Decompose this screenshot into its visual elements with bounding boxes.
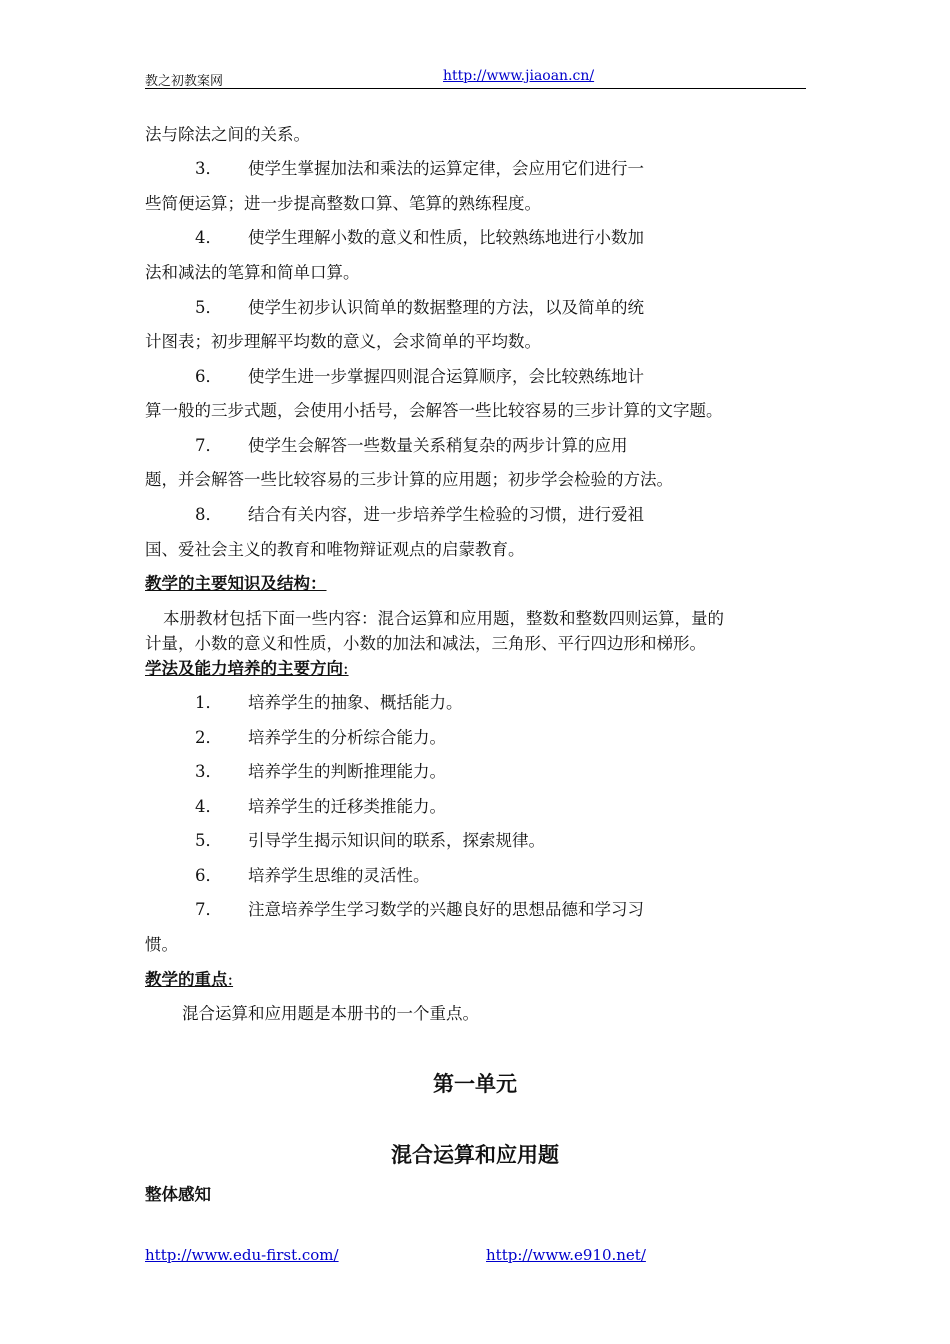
method-text: 培养学生的迁移类推能力。 (248, 797, 446, 816)
goal-text-cont: 计图表；初步理解平均数的意义，会求简单的平均数。 (145, 332, 541, 351)
goal-text: 结合有关内容，进一步培养学生检验的习惯，进行爱祖 (248, 505, 644, 524)
section-heading: 整体感知 (145, 1185, 211, 1204)
page-header (145, 68, 806, 89)
knowledge-text-cont: 计量，小数的意义和性质，小数的加法和减法，三角形、平行四边形和梯形。 (145, 634, 706, 653)
method-text-cont: 惯。 (145, 935, 178, 954)
goal-text-cont: 题，并会解答一些比较容易的三步计算的应用题；初步学会检验的方法。 (145, 470, 673, 489)
footer-link-edu-first[interactable]: http://www.edu-first.com/ (145, 1246, 339, 1264)
goal-text: 使学生进一步掌握四则混合运算顺序，会比较熟练地计 (248, 367, 644, 386)
method-text: 注意培养学生学习数学的兴趣良好的思想品德和学习习 (248, 900, 644, 919)
goal-number: 4． (195, 228, 222, 247)
method-number: 7． (195, 900, 222, 919)
keypoint-heading: 教学的重点: (145, 970, 234, 989)
goal-number: 6． (195, 367, 222, 386)
goal-text: 使学生理解小数的意义和性质，比较熟练地进行小数加 (248, 228, 644, 247)
goal-number: 5． (195, 298, 222, 317)
unit-title: 第一单元 (433, 1071, 517, 1096)
knowledge-text: 本册教材包括下面一些内容：混合运算和应用题，整数和整数四则运算，量的 (163, 609, 724, 628)
goal-text: 使学生初步认识简单的数据整理的方法，以及简单的统 (248, 298, 644, 317)
intro-text: 法与除法之间的关系。 (145, 125, 310, 144)
goal-number: 8． (195, 505, 222, 524)
method-number: 3． (195, 762, 222, 781)
method-number: 1． (195, 693, 222, 712)
goal-number: 7． (195, 436, 222, 455)
goal-number: 3． (195, 159, 222, 178)
method-text: 培养学生的判断推理能力。 (248, 762, 446, 781)
method-text: 培养学生的分析综合能力。 (248, 728, 446, 747)
goal-text: 使学生会解答一些数量关系稍复杂的两步计算的应用 (248, 436, 628, 455)
method-number: 6． (195, 866, 222, 885)
footer-link-e910[interactable]: http://www.e910.net/ (486, 1246, 646, 1264)
header-link[interactable]: http://www.jiaoan.cn/ (443, 68, 595, 84)
method-text: 培养学生的抽象、概括能力。 (248, 693, 463, 712)
methods-heading: 学法及能力培养的主要方向: (145, 659, 349, 678)
method-text: 引导学生揭示知识间的联系，探索规律。 (248, 831, 545, 850)
goal-text-cont: 国、爱社会主义的教育和唯物辩证观点的启蒙教育。 (145, 540, 525, 559)
site-name: 教之初教案网 (145, 74, 224, 89)
method-number: 2． (195, 728, 222, 747)
method-number: 5． (195, 831, 222, 850)
method-number: 4． (195, 797, 222, 816)
knowledge-heading: 教学的主要知识及结构： (145, 574, 327, 593)
keypoint-text: 混合运算和应用题是本册书的一个重点。 (182, 1004, 479, 1023)
goal-text-cont: 算一般的三步式题，会使用小括号，会解答一些比较容易的三步计算的文字题。 (145, 401, 723, 420)
goal-text: 使学生掌握加法和乘法的运算定律，会应用它们进行一 (248, 159, 644, 178)
method-text: 培养学生思维的灵活性。 (248, 866, 430, 885)
unit-subtitle: 混合运算和应用题 (391, 1142, 559, 1167)
goal-text-cont: 法和减法的笔算和简单口算。 (145, 263, 360, 282)
goal-text-cont: 些简便运算；进一步提高整数口算、笔算的熟练程度。 (145, 194, 541, 213)
